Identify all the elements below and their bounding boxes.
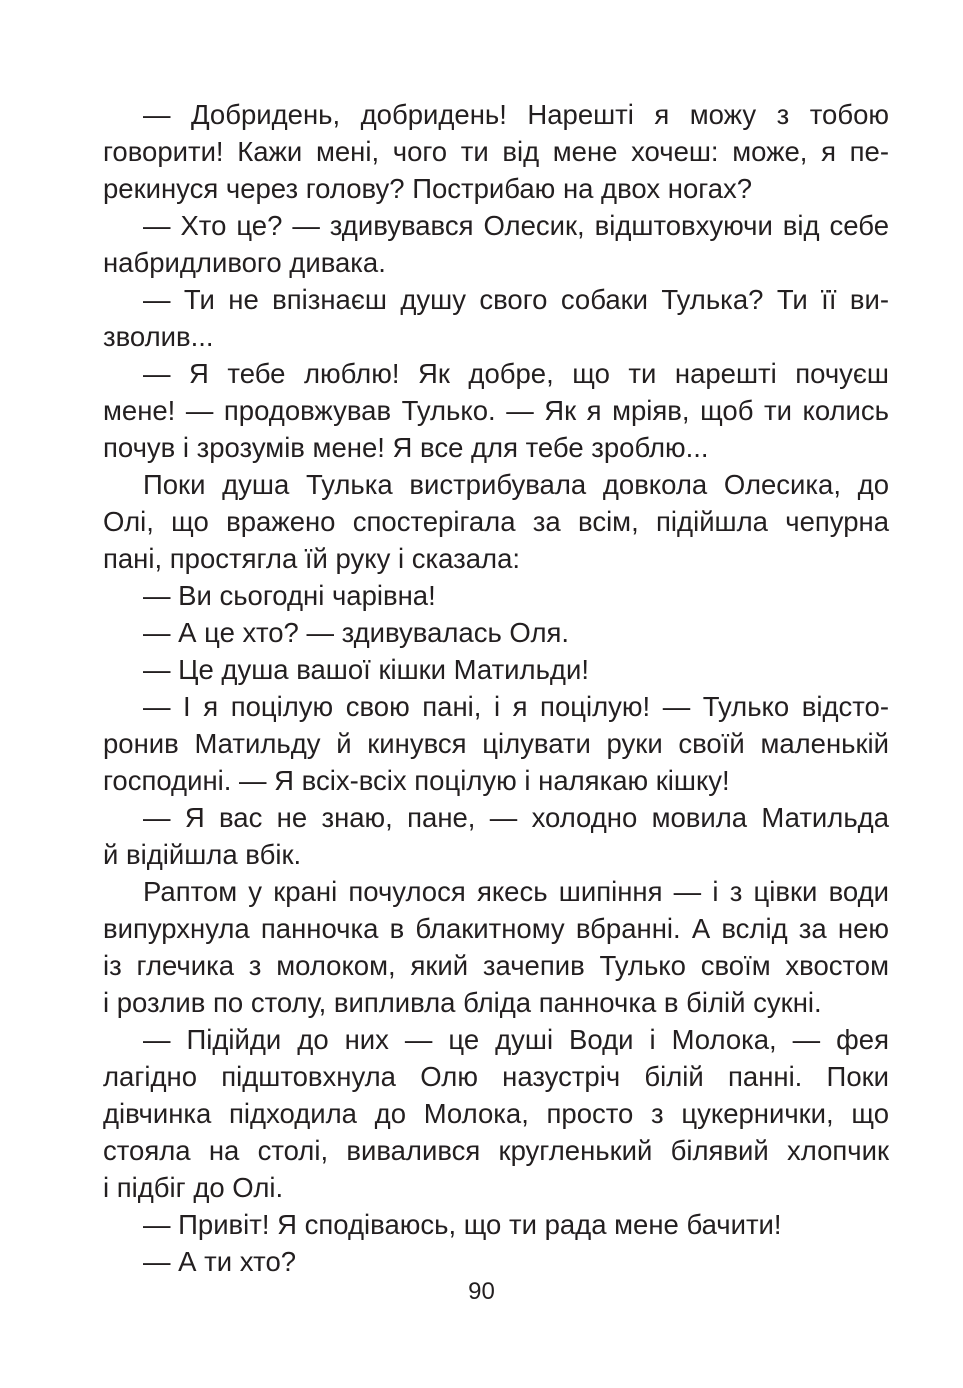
text-line: говорити! Кажи мені, чого ти від мене хочеш: може, я пе- — [103, 136, 889, 167]
body-text — [103, 96, 889, 1280]
text-line: стояла на столі, вивалився кругленький білявий хлопчик — [103, 1135, 889, 1166]
text-line: — Я тебе люблю! Як добре, що ти нарешті почуєш — [143, 358, 889, 389]
text-line: і підбіг до Олі. — [103, 1172, 284, 1203]
text-line: — А ти хто? — [143, 1246, 297, 1277]
text-line: і розлив по столу, випливла бліда панночка в білій сукні. — [103, 987, 822, 1018]
text-line: — Я вас не знаю, пане, — холодно мовила Матильда — [143, 802, 889, 833]
text-line: й відійшла вбік. — [103, 839, 302, 870]
text-line: — Ви сьогодні чарівна! — [143, 580, 436, 611]
page-number: 90 — [468, 1278, 495, 1305]
text-line: мене! — продовжував Тулько. — Як я мріяв, щоб ти колись — [103, 395, 889, 426]
text-line: випурхнула панночка в блакитному вбранні. А вслід за нею — [103, 913, 889, 944]
text-line: Поки душа Тулька вистрибувала довкола Олесика, до — [143, 469, 889, 500]
text-line: — А це хто? — здивувалась Оля. — [143, 617, 570, 648]
text-line: — Привіт! Я сподіваюсь, що ти рада мене бачити! — [143, 1209, 782, 1240]
text-line: — І я поцілую свою пані, і я поцілую! — Тулько відсто- — [143, 691, 889, 722]
text-line: — Підійди до них — це душі Води і Молока, — фея — [143, 1024, 889, 1055]
text-line: ронив Матильду й кинувся цілувати руки своїй маленькій — [103, 728, 889, 759]
text-line: — Ти не впізнаєш душу свого собаки Тулька? Ти її ви- — [143, 284, 889, 315]
text-line: пані, простягла їй руку і сказала: — [103, 543, 520, 574]
text-line: — Це душа вашої кішки Матильди! — [143, 654, 589, 685]
text-line: почув і зрозумів мене! Я все для тебе зроблю... — [103, 432, 709, 463]
text-line: зволив... — [103, 321, 214, 352]
text-line: дівчинка підходила до Молока, просто з цукернички, що — [103, 1098, 889, 1129]
text-line: — Хто це? — здивувався Олесик, відштовхуючи від себе — [143, 210, 889, 241]
text-line: рекинуся через голову? Пострибаю на двох ногах? — [103, 173, 753, 204]
text-line: лагідно підштовхнула Олю назустріч білій панні. Поки — [103, 1061, 889, 1092]
text-line: із глечика з молоком, який зачепив Тулько своїм хвостом — [103, 950, 889, 981]
text-line: Олі, що вражено спостерігала за всім, підійшла чепурна — [103, 506, 889, 537]
text-line: набридливого дивака. — [103, 247, 386, 278]
text-line: господині. — Я всіх-всіх поцілую і налякаю кішку! — [103, 765, 730, 796]
text-line: — Добридень, добридень! Нарешті я можу з тобою — [143, 99, 889, 130]
text-line: Раптом у крані почулося якесь шипіння — і з цівки води — [143, 876, 889, 907]
